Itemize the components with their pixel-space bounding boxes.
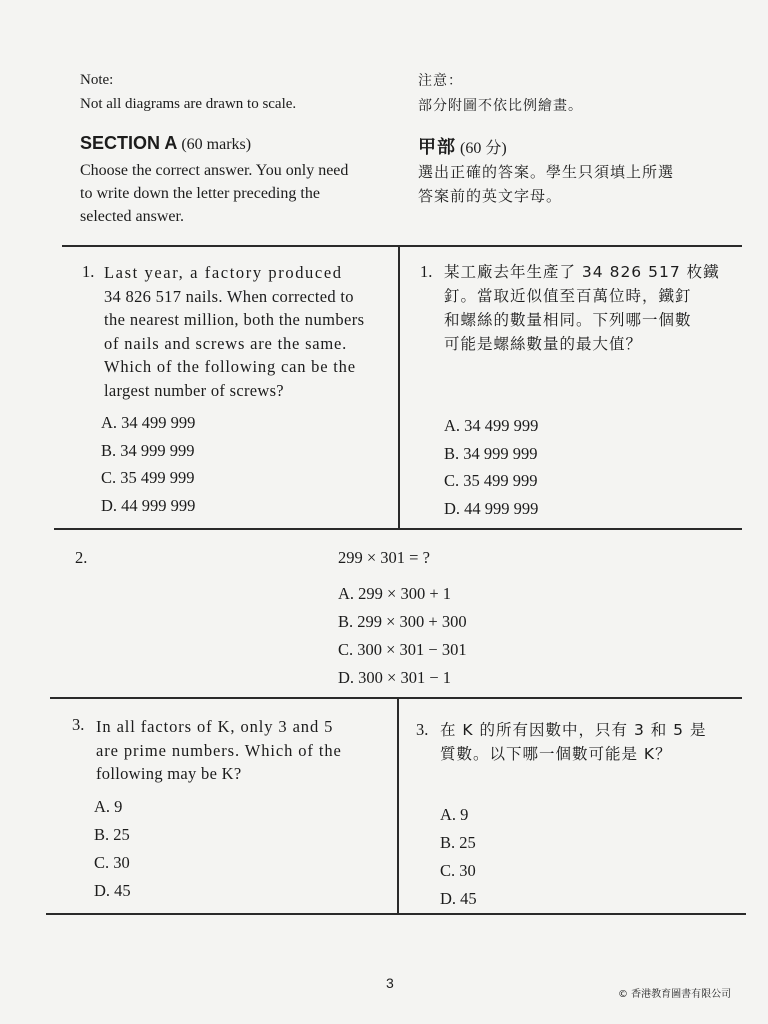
table-rule-top <box>62 245 742 247</box>
question-line: 在 K 的所有因數中，只有 3 和 5 是 <box>440 721 707 739</box>
option-a[interactable]: A. 9 <box>94 797 123 816</box>
question-line: largest number of screws? <box>104 380 284 400</box>
section-instructions-zh <box>418 160 674 208</box>
table-rule-q1-bottom <box>54 528 742 530</box>
option-b[interactable]: B. 299 × 300 + 300 <box>338 612 467 631</box>
option-d[interactable]: D. 45 <box>94 881 131 900</box>
table-divider-q1 <box>398 245 400 530</box>
question-line: 和螺絲的數量相同。下列哪一個數 <box>444 311 692 329</box>
question-1-text-zh <box>444 260 744 356</box>
option-a[interactable]: A. 34 499 999 <box>101 413 196 432</box>
table-rule-q2-bottom <box>50 697 742 699</box>
section-marks-en: (60 marks) <box>181 136 252 153</box>
question-number: 3. <box>72 715 85 734</box>
question-line: 可能是螺絲數量的最大值？ <box>444 335 643 353</box>
section-marks-zh: (60 分) <box>460 140 507 157</box>
section-header-zh <box>418 133 507 159</box>
question-line: are prime numbers. Which of the <box>96 740 342 760</box>
question-line: 34 826 517 nails. When corrected to <box>104 286 354 306</box>
instruction-line: selected answer. <box>80 208 184 225</box>
note-label-zh: 注意： <box>418 73 463 89</box>
option-b[interactable]: B. 25 <box>94 825 130 844</box>
note-label-en: Note: <box>80 72 114 88</box>
question-number: 1. <box>420 262 433 281</box>
instruction-line: 選出正確的答案。學生只須填上所選 <box>418 163 675 181</box>
question-number: 1. <box>82 262 95 281</box>
option-a[interactable]: A. 9 <box>440 805 469 824</box>
option-b[interactable]: B. 34 999 999 <box>101 440 195 460</box>
section-title-en: SECTION A <box>80 133 178 153</box>
question-2-text: 299 × 301 = ? <box>338 548 430 567</box>
option-b[interactable]: B. 34 999 999 <box>444 443 538 463</box>
question-1-options-en <box>101 409 195 519</box>
instruction-line: Choose the correct answer. You only need <box>80 162 349 179</box>
question-line: Last year, a factory produced <box>104 263 343 282</box>
question-3-text-zh <box>440 718 740 766</box>
question-number: 3. <box>416 720 429 739</box>
instruction-line: 答案前的英文字母。 <box>418 187 563 205</box>
page-number: 3 <box>386 975 394 991</box>
question-line: 釘。當取近似值至百萬位時，鐵釘 <box>444 287 692 305</box>
option-a[interactable]: A. 34 499 999 <box>444 416 539 435</box>
copyright-notice: © 香港教育圖書有限公司 <box>618 989 732 1000</box>
section-title-zh: 甲部 <box>418 137 456 157</box>
question-3-text-en <box>96 715 391 786</box>
question-2-options <box>338 580 467 692</box>
option-c[interactable]: C. 35 499 999 <box>101 468 195 487</box>
question-line: In all factors of K, only 3 and 5 <box>96 717 334 736</box>
option-c[interactable]: C. 35 499 999 <box>444 471 538 490</box>
option-a[interactable]: A. 299 × 300 + 1 <box>338 584 452 603</box>
note-text-zh: 部分附圖不依比例繪畫。 <box>418 98 583 114</box>
option-d[interactable]: D. 45 <box>440 889 477 908</box>
table-rule-q3-bottom <box>46 913 746 915</box>
option-c[interactable]: C. 30 <box>94 853 130 872</box>
table-divider-q3 <box>397 697 399 915</box>
instruction-line: to write down the letter preceding the <box>80 185 320 202</box>
note-text-en: Not all diagrams are drawn to scale. <box>80 96 297 112</box>
question-line: the nearest million, both the numbers <box>104 310 365 329</box>
option-d[interactable]: D. 44 999 999 <box>444 498 539 518</box>
question-number: 2. <box>75 548 88 567</box>
question-line: following may be K? <box>96 764 242 783</box>
question-1-options-zh <box>444 412 538 522</box>
question-line: 質數。以下哪一個數可能是 K？ <box>440 745 672 763</box>
question-3-options-zh <box>440 801 477 913</box>
question-line: 某工廠去年生產了 34 826 517 枚鐵 <box>444 263 720 281</box>
section-header-en <box>80 133 251 154</box>
question-1-text-en <box>104 261 394 402</box>
question-line: of nails and screws are the same. <box>104 333 348 353</box>
option-b[interactable]: B. 25 <box>440 833 476 852</box>
option-d[interactable]: D. 300 × 301 − 1 <box>338 668 452 687</box>
option-d[interactable]: D. 44 999 999 <box>101 495 196 515</box>
option-c[interactable]: C. 30 <box>440 861 476 880</box>
option-c[interactable]: C. 300 × 301 − 301 <box>338 640 467 659</box>
question-line: Which of the following can be the <box>104 357 356 376</box>
section-instructions-en <box>80 159 400 228</box>
question-3-options-en <box>94 793 131 905</box>
